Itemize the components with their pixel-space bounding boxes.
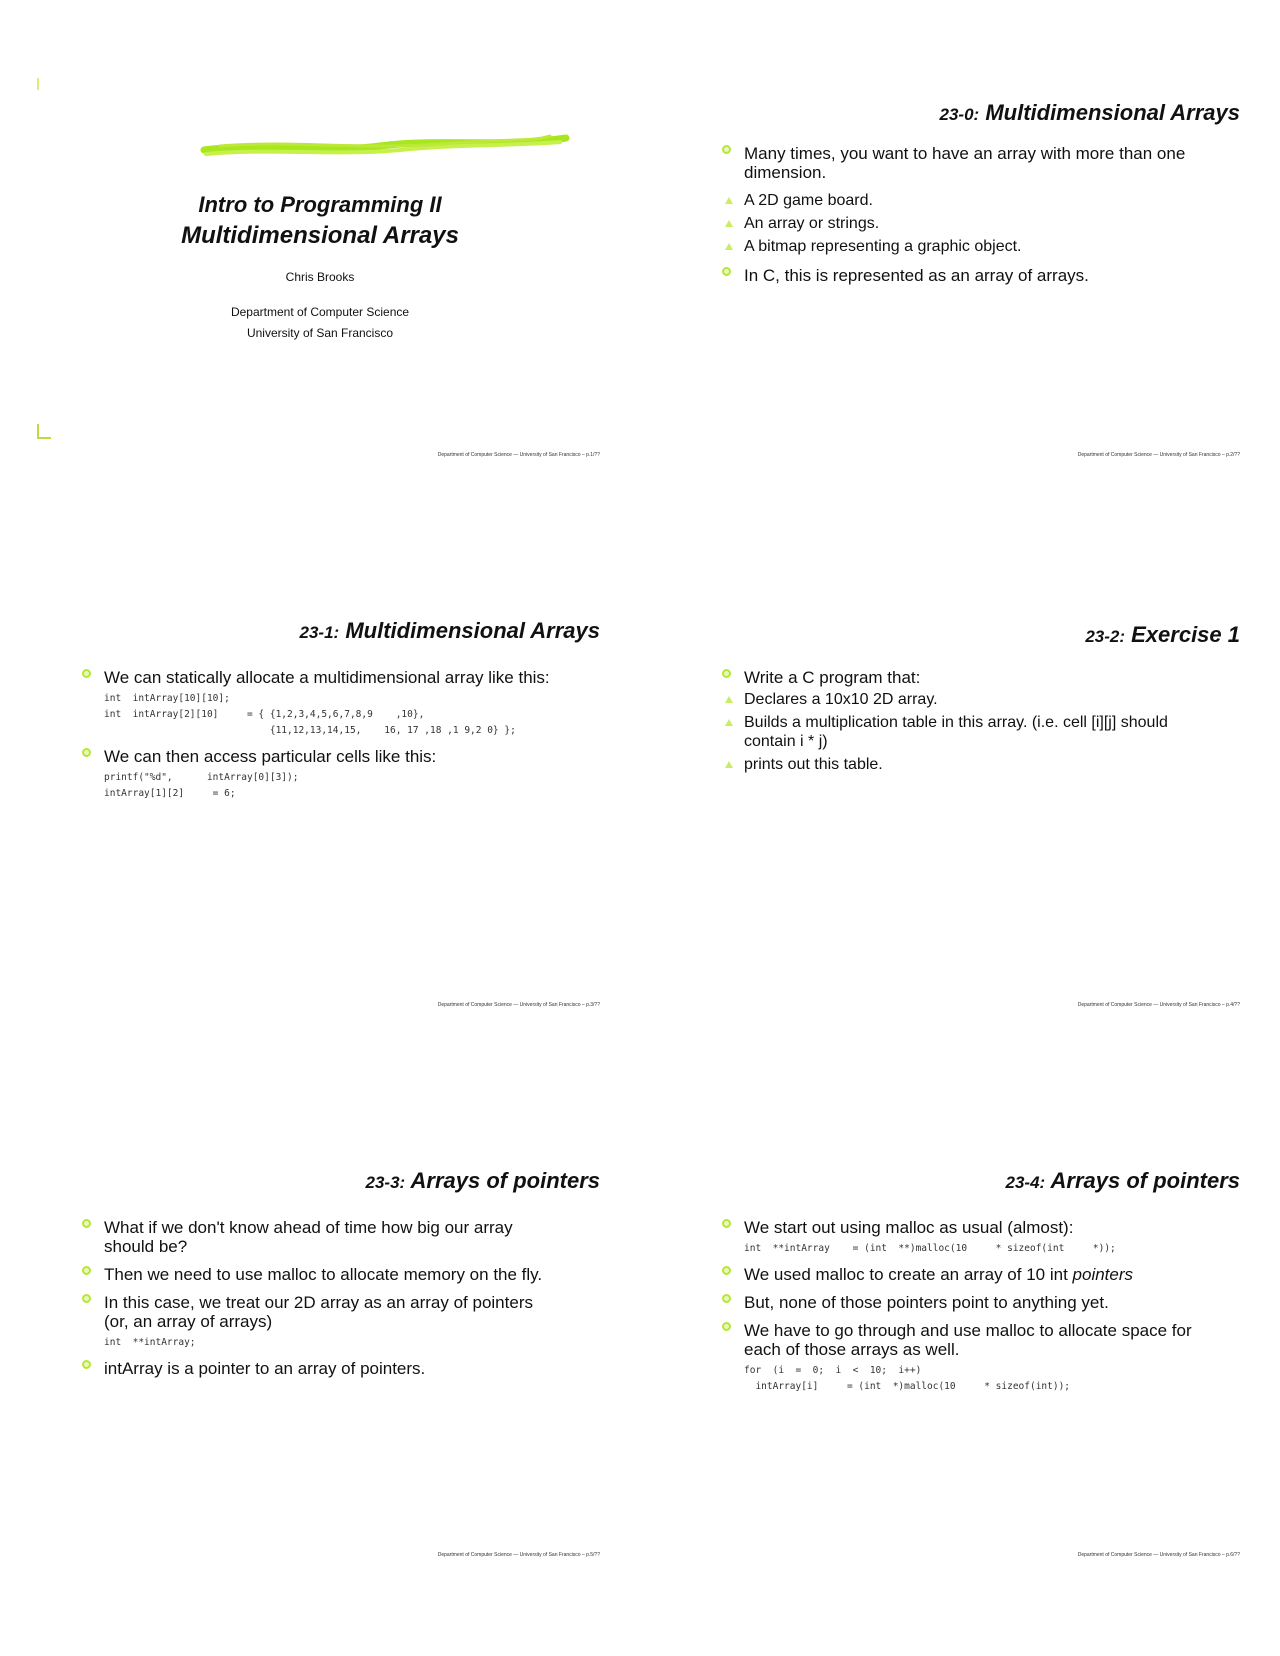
bullet-icon — [82, 748, 91, 757]
bullet-item: We start out using malloc as usual (almost): — [720, 1218, 1200, 1237]
slide-footer: Department of Computer Science — University of San Francisco – p.6/?? — [1077, 1552, 1240, 1558]
bullet-item: What if we don't know ahead of time how big our array should be? — [80, 1218, 560, 1256]
bullet-item: We used malloc to create an array of 10 int pointers — [720, 1265, 1200, 1284]
slide-content — [720, 1218, 1200, 1403]
slide-number: 23-3: — [365, 1173, 406, 1192]
slide-4 — [680, 590, 1240, 1010]
bullet-item: Many times, you want to have an array with more than one dimension. — [720, 144, 1200, 182]
bullet-item: We can statically allocate a multidimensional array like this: — [80, 668, 560, 687]
department-name: Department of Computer Science — [230, 305, 410, 319]
slide-number: 23-4: — [1005, 1173, 1046, 1192]
slide-footer: Department of Computer Science — University of San Francisco – p.5/?? — [437, 1552, 600, 1558]
triangle-bullet-icon — [725, 696, 733, 703]
author-name: Chris Brooks — [285, 270, 355, 284]
triangle-bullet-icon — [725, 220, 733, 227]
bullet-icon — [82, 1219, 91, 1228]
code-block: printf("%d", intArray[0][3]); intArray[1][2] = 6; — [104, 772, 299, 799]
bullet-item: Write a C program that: — [720, 668, 1200, 687]
sub-bullet-item: Declares a 10x10 2D array. — [720, 690, 1200, 709]
bullet-item: intArray is a pointer to an array of pointers. — [80, 1359, 560, 1378]
slide-3 — [40, 590, 600, 1010]
bullet-icon — [722, 267, 731, 276]
slide-footer: Department of Computer Science — University of San Francisco – p.3/?? — [437, 1002, 600, 1008]
presentation-subtitle: Multidimensional Arrays — [181, 222, 459, 249]
slide-1-title — [40, 40, 600, 460]
emphasis-text: pointers — [1072, 1265, 1134, 1284]
slide-6 — [680, 1140, 1240, 1560]
slide-content — [80, 1218, 560, 1387]
presentation-title: Intro to Programming II — [198, 192, 442, 217]
slide-title — [300, 618, 601, 644]
slide-number: 23-0: — [939, 105, 980, 124]
code-block: for (i = 0; i < 10; i++) intArray[i] = (int *)malloc(10 * sizeof(int)); — [744, 1365, 1071, 1392]
bullet-icon — [722, 1219, 731, 1228]
triangle-bullet-icon — [725, 243, 733, 250]
corner-mark — [37, 78, 39, 90]
bullet-item: We can then access particular cells like this: — [80, 747, 560, 766]
slide-title — [1006, 1168, 1240, 1194]
bullet-icon — [82, 1294, 91, 1303]
slide-footer: Department of Computer Science — University of San Francisco – p.1/?? — [437, 452, 600, 458]
slide-title-text: Arrays of pointers — [1050, 1168, 1240, 1193]
slide-footer: Department of Computer Science — University of San Francisco – p.2/?? — [1077, 452, 1240, 458]
university-name: University of San Francisco — [246, 326, 394, 340]
bullet-icon — [722, 669, 731, 678]
slide-title-text: Arrays of pointers — [410, 1168, 600, 1193]
code-block: int **intArray; — [104, 1337, 196, 1348]
slide-title — [940, 100, 1241, 126]
slide-title-text: Multidimensional Arrays — [345, 618, 600, 643]
slide-title — [366, 1168, 600, 1194]
bullet-item: Then we need to use malloc to allocate memory on the fly. — [80, 1265, 560, 1284]
bullet-item: In C, this is represented as an array of arrays. — [720, 266, 1200, 285]
slide-number: 23-2: — [1085, 627, 1125, 646]
bullet-item: In this case, we treat our 2D array as an array of pointers (or, an array of arrays) — [80, 1293, 560, 1331]
bullet-icon — [722, 145, 731, 154]
bullet-icon — [82, 669, 91, 678]
code-block: int intArray[10][10]; int intArray[2][10] = { {1,2,3,4,5,6,7,8,9 ,10}, {11,12,13,14,15, 16, 17 ,18 ,1 9,2 0} }; — [104, 693, 516, 736]
corner-mark — [37, 424, 39, 438]
sub-bullet-item: Builds a multiplication table in this array. (i.e. cell [i][j] should contain i * j) — [720, 713, 1200, 751]
sub-bullet-item: A 2D game board. — [720, 191, 1200, 210]
slide-5 — [40, 1140, 600, 1560]
slide-content — [80, 668, 560, 810]
slide-footer: Department of Computer Science — University of San Francisco – p.4/?? — [1077, 1002, 1240, 1008]
triangle-bullet-icon — [725, 197, 733, 204]
slide-title-text: Exercise 1 — [1131, 622, 1240, 647]
bullet-icon — [722, 1322, 731, 1331]
triangle-bullet-icon — [725, 761, 733, 768]
code-block: int **intArray = (int **)malloc(10 * sizeof(int *)); — [744, 1243, 1116, 1254]
slide-content — [720, 144, 1200, 294]
corner-mark — [37, 437, 51, 439]
bullet-item: But, none of those pointers point to anything yet. — [720, 1293, 1200, 1312]
bullet-icon — [82, 1360, 91, 1369]
slide-number: 23-1: — [299, 623, 340, 642]
slide-title-text: Multidimensional Arrays — [985, 100, 1240, 125]
bullet-icon — [722, 1266, 731, 1275]
sub-bullet-item: prints out this table. — [720, 755, 1200, 774]
sub-bullet-item: An array or strings. — [720, 214, 1200, 233]
highlighter-stroke-graphic — [200, 132, 570, 164]
bullet-icon — [82, 1266, 91, 1275]
slide-2 — [680, 40, 1240, 460]
bullet-icon — [722, 1294, 731, 1303]
slide-title — [1085, 622, 1240, 648]
triangle-bullet-icon — [725, 719, 733, 726]
slide-content — [720, 668, 1200, 778]
bullet-item: We have to go through and use malloc to allocate space for each of those arrays as well. — [720, 1321, 1200, 1359]
sub-bullet-item: A bitmap representing a graphic object. — [720, 237, 1200, 256]
